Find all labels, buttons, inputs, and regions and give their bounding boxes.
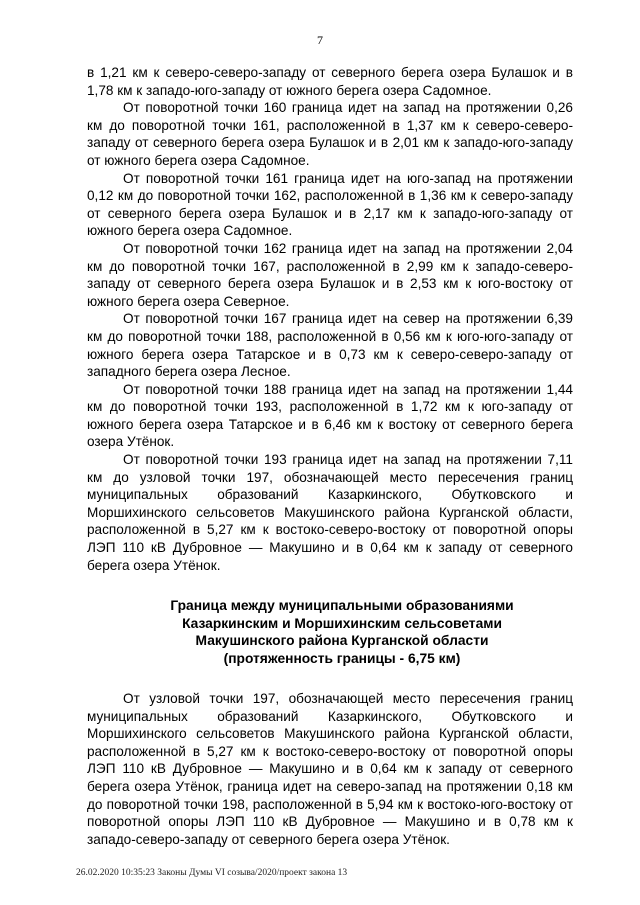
footer-stamp: 26.02.2020 10:35:23 Законы Думы VI созыва/2020/проект закона 13 [76,868,348,878]
paragraph: От поворотной точки 162 граница идет на запад на протяжении 2,04 км до поворотной точки 167, расположенной в 2,99 км к западо-северо-западу от северного берега озера Булашок и в 2,53 км к юго-востоку от южного берега озера Северное. [87,240,573,309]
paragraph: От поворотной точки 193 граница идет на запад на протяжении 7,11 км до узловой точки 197, обозначающей место пересечения границ муниципальных образований Казаркинского, Обутковского и Моршихинского сельсоветов Макушинского района Курганской области, расположенной в 5,27 км к востоко-северо-востоку от поворотной опоры ЛЭП 110 кВ Дубровное — Макушино и в 0,64 км к западу от северного берега озера Утёнок. [87,452,573,573]
section-heading [87,597,573,667]
paragraph: От поворотной точки 160 граница идет на запад на протяжении 0,26 км до поворотной точки 161, расположенной в 1,37 км к северо-северо-западу от северного берега озера Булашок и в 2,01 км к западо-юго-западу от южного берега озера Садомное. [87,100,573,168]
boundary-description-text [87,64,573,574]
paragraph: От поворотной точки 161 граница идет на юго-запад на протяжении 0,12 км до поворотной точки 162, расположенной в 1,36 км к северо-западу от северного берега озера Булашок и в 2,17 км к западо-юго-западу от южного берега озера Садомное. [87,170,573,239]
section-heading-line: Граница между муниципальными образованиями [170,598,514,613]
section-heading-line: Казаркинским и Моршихинским сельсоветами [182,615,502,631]
paragraph: От поворотной точки 167 граница идет на север на протяжении 6,39 км до поворотной точки 188, расположенной в 0,56 км к юго-юго-западу от южного берега озера Татарское и в 0,73 км к северо-северо-западу от западного берега озера Лесное. [87,311,573,380]
paragraph-continued: в 1,21 км к северо-северо-западу от северного берега озера Булашок и в 1,78 км к западо-юго-западу от южного берега озера Садомное. [87,65,573,98]
section-heading-line: Макушинского района Курганской области [195,633,489,649]
section-text [87,690,573,848]
paragraph: От поворотной точки 188 граница идет на запад на протяжении 1,44 км до поворотной точки 193, расположенной в 1,72 км к юго-западу от южного берега озера Татарское и в 6,46 км к востоку от северного берега озера Утёнок. [87,381,573,450]
page-number: 7 [317,33,323,47]
section-heading-length: (протяженность границы - 6,75 км) [223,650,461,666]
paragraph: От узловой точки 197, обозначающей место пересечения границ муниципальных образований Казаркинского, Обутковского и Моршихинского сельсоветов Макушинского района Курганской области, расположенной в 5,27 км к востоко-северо-востоку от поворотной опоры ЛЭП 110 кВ Дубровное — Макушино и в 0,64 км к западу от северного берега озера Утёнок, граница идет на северо-запад на протяжении 0,18 км до поворотной точки 198, расположенной в 5,94 км к востоко-юго-востоку от поворотной опоры ЛЭП 110 кВ Дубровное — Макушино и в 0,78 км к западо-северо-западу от северного берега озера Утёнок. [87,691,573,847]
